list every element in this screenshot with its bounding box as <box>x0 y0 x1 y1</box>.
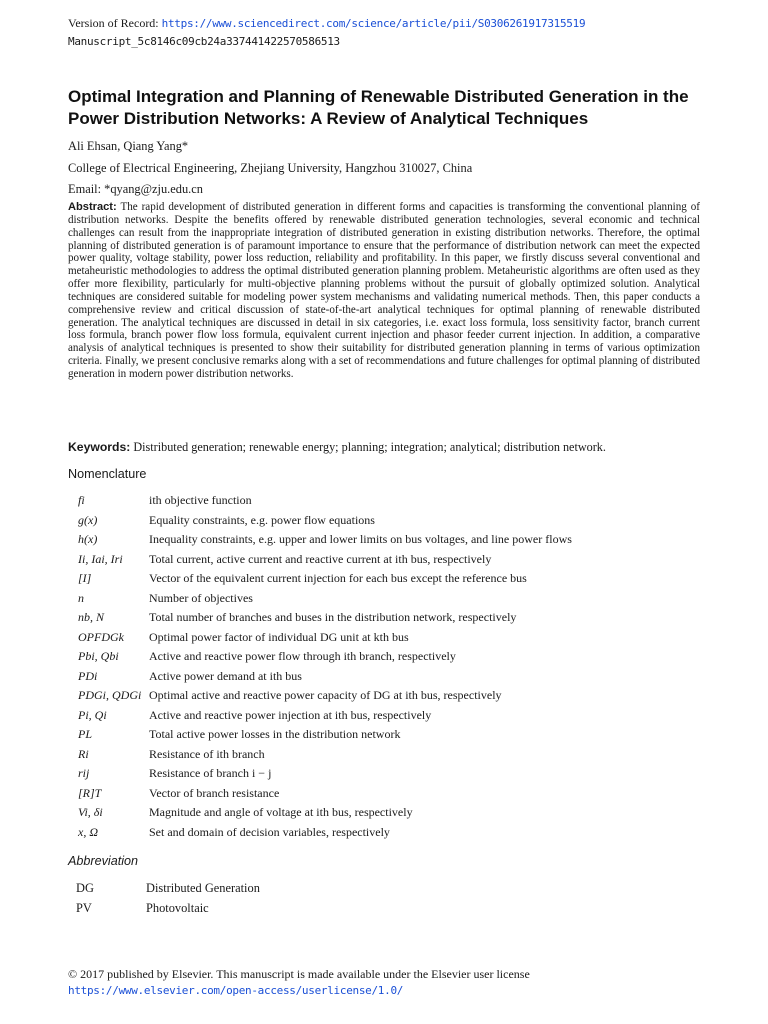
nom-definition: Total number of branches and buses in the distribution network, respectively <box>149 610 517 625</box>
abstract <box>68 201 700 381</box>
nom-definition: Vector of branch resistance <box>149 785 280 800</box>
version-url-link[interactable]: https://www.sciencedirect.com/science/article/pii/S0306261917315519 <box>161 17 586 30</box>
table-row <box>76 898 260 918</box>
authors: Ali Ehsan, Qiang Yang* <box>68 139 189 153</box>
copyright-notice: © 2017 published by Elsevier. This manuscript is made available under the Elsevier user license <box>68 967 530 981</box>
affiliation: College of Electrical Engineering, Zhejiang University, Hangzhou 310027, China <box>68 161 473 175</box>
abbr-full: Distributed Generation <box>146 880 260 895</box>
abstract-label: Abstract: <box>68 201 117 213</box>
nom-symbol: PDi <box>78 668 98 683</box>
nom-symbol: fi <box>78 493 85 508</box>
nom-symbol: [R]T <box>78 785 102 800</box>
nom-symbol: Pbi, Qbi <box>78 649 119 664</box>
table-row <box>78 725 718 745</box>
nom-symbol: h(x) <box>78 532 98 547</box>
table-row <box>76 878 260 898</box>
email: Email: *qyang@zju.edu.cn <box>68 182 203 196</box>
nom-symbol: OPFDGk <box>78 629 124 644</box>
nom-definition: Optimal power factor of individual DG unit at kth bus <box>149 629 409 644</box>
paper-title: Optimal Integration and Planning of Renewable Distributed Generation in the Power Distribution Networks: A Review of Analytical Techniques <box>68 87 689 128</box>
nom-definition: Resistance of ith branch <box>149 746 265 761</box>
nom-symbol: rij <box>78 766 90 781</box>
version-of-record <box>68 14 585 33</box>
abbr-key: PV <box>76 900 92 915</box>
table-row <box>78 784 718 804</box>
nom-definition: Inequality constraints, e.g. upper and lower limits on bus voltages, and line power flows <box>149 532 572 547</box>
nom-symbol: x, Ω <box>78 824 99 839</box>
nom-symbol: g(x) <box>78 512 98 527</box>
nom-definition: Vector of the equivalent current injection for each bus except the reference bus <box>149 571 527 586</box>
table-row <box>78 491 718 511</box>
nom-symbol: Ii, Iai, Iri <box>78 551 123 566</box>
nom-symbol: n <box>78 590 84 605</box>
table-row <box>78 647 718 667</box>
table-row <box>78 823 718 843</box>
nom-definition: Optimal active and reactive power capacity of DG at ith bus, respectively <box>149 688 502 703</box>
nom-definition: Set and domain of decision variables, respectively <box>149 824 390 839</box>
nom-symbol: nb, N <box>78 610 105 625</box>
nom-definition: Equality constraints, e.g. power flow equations <box>149 512 375 527</box>
table-row <box>78 569 718 589</box>
nomenclature-table <box>78 491 718 842</box>
abbreviation-table <box>76 878 260 918</box>
version-label: Version of Record: <box>68 16 162 30</box>
manuscript-id: Manuscript_5c8146c09cb24a337441422570586513 <box>68 35 340 48</box>
abstract-text: The rapid development of distributed generation in different forms and capacities is transforming the conventional planning of distribution networks. Despite the benefits offered by renewable distributed generation technologies, several economic and technical challenges can result from the inappropriate integration of distributed generation in existing distribution networks. Therefore, the optimal planning of distributed generation is of paramount importance to ensure that the performance of distribution network can meet the expected power quality, voltage stability, power loss reduction, reliability and profitability. In this paper, we firstly discuss several conventional and metaheuristic methodologies to address the optimal distributed generation planning problem. Metaheuristic algorithms are often used as they offer more flexibility, particularly for multi-objective planning problems without the pursuit of globally optimized solution. Analytical techniques are considered suitable for modeling power system mechanisms and validating numerical methods. Then, this paper conducts a comprehensive review and critical discussion of state-of-the-art analytical techniques for optimal planning of renewable distributed generation. The analytical techniques are discussed in detail in six categories, i.e. exact loss formula, loss sensitivity factor, branch current loss formula, branch power flow loss formula, equivalent current injection and phasor feeder current injection. In addition, a comparative analysis of analytical techniques is presented to show their suitability for distributed generation planning in terms of various optimization criteria. Finally, we present conclusive remarks along with a set of recommendations and future challenges for optimal planning of distributed generation in modern power distribution networks. <box>68 201 700 380</box>
table-row <box>78 530 718 550</box>
nom-definition: Active and reactive power injection at ith bus, respectively <box>149 707 432 722</box>
table-row <box>78 628 718 648</box>
nom-symbol: Ri <box>78 746 89 761</box>
table-row <box>78 550 718 570</box>
nom-definition: Total active power losses in the distribution network <box>149 727 401 742</box>
keywords <box>68 439 606 455</box>
nom-definition: Resistance of branch i − j <box>149 766 272 781</box>
nom-symbol: PL <box>78 727 93 742</box>
nom-definition: Total current, active current and reactive current at ith bus, respectively <box>149 551 492 566</box>
table-row <box>78 608 718 628</box>
nom-symbol: PDGi, QDGi <box>78 688 142 703</box>
nom-definition: Number of objectives <box>149 590 253 605</box>
footer <box>68 966 530 999</box>
table-row <box>78 511 718 531</box>
nom-symbol: [I] <box>78 571 92 586</box>
nom-definition: Active power demand at ith bus <box>149 668 302 683</box>
table-row <box>78 686 718 706</box>
table-row <box>78 764 718 784</box>
license-url-link[interactable]: https://www.elsevier.com/open-access/userlicense/1.0/ <box>68 984 404 997</box>
nom-definition: Magnitude and angle of voltage at ith bus, respectively <box>149 805 413 820</box>
table-row <box>78 803 718 823</box>
nom-symbol: Pi, Qi <box>78 707 107 722</box>
abbr-key: DG <box>76 880 94 895</box>
keywords-label: Keywords: <box>68 440 131 454</box>
table-row <box>78 706 718 726</box>
header <box>68 14 585 51</box>
nom-definition: Active and reactive power flow through ith branch, respectively <box>149 649 456 664</box>
keywords-text: Distributed generation; renewable energy; planning; integration; analytical; distribution network. <box>133 440 606 454</box>
table-row <box>78 745 718 765</box>
nom-definition: ith objective function <box>149 493 252 508</box>
abbr-full: Photovoltaic <box>146 900 209 915</box>
nomenclature-heading: Nomenclature <box>68 467 147 481</box>
nom-symbol: Vi, δi <box>78 805 103 820</box>
table-row <box>78 589 718 609</box>
table-row <box>78 667 718 687</box>
abbreviation-heading: Abbreviation <box>68 854 139 868</box>
